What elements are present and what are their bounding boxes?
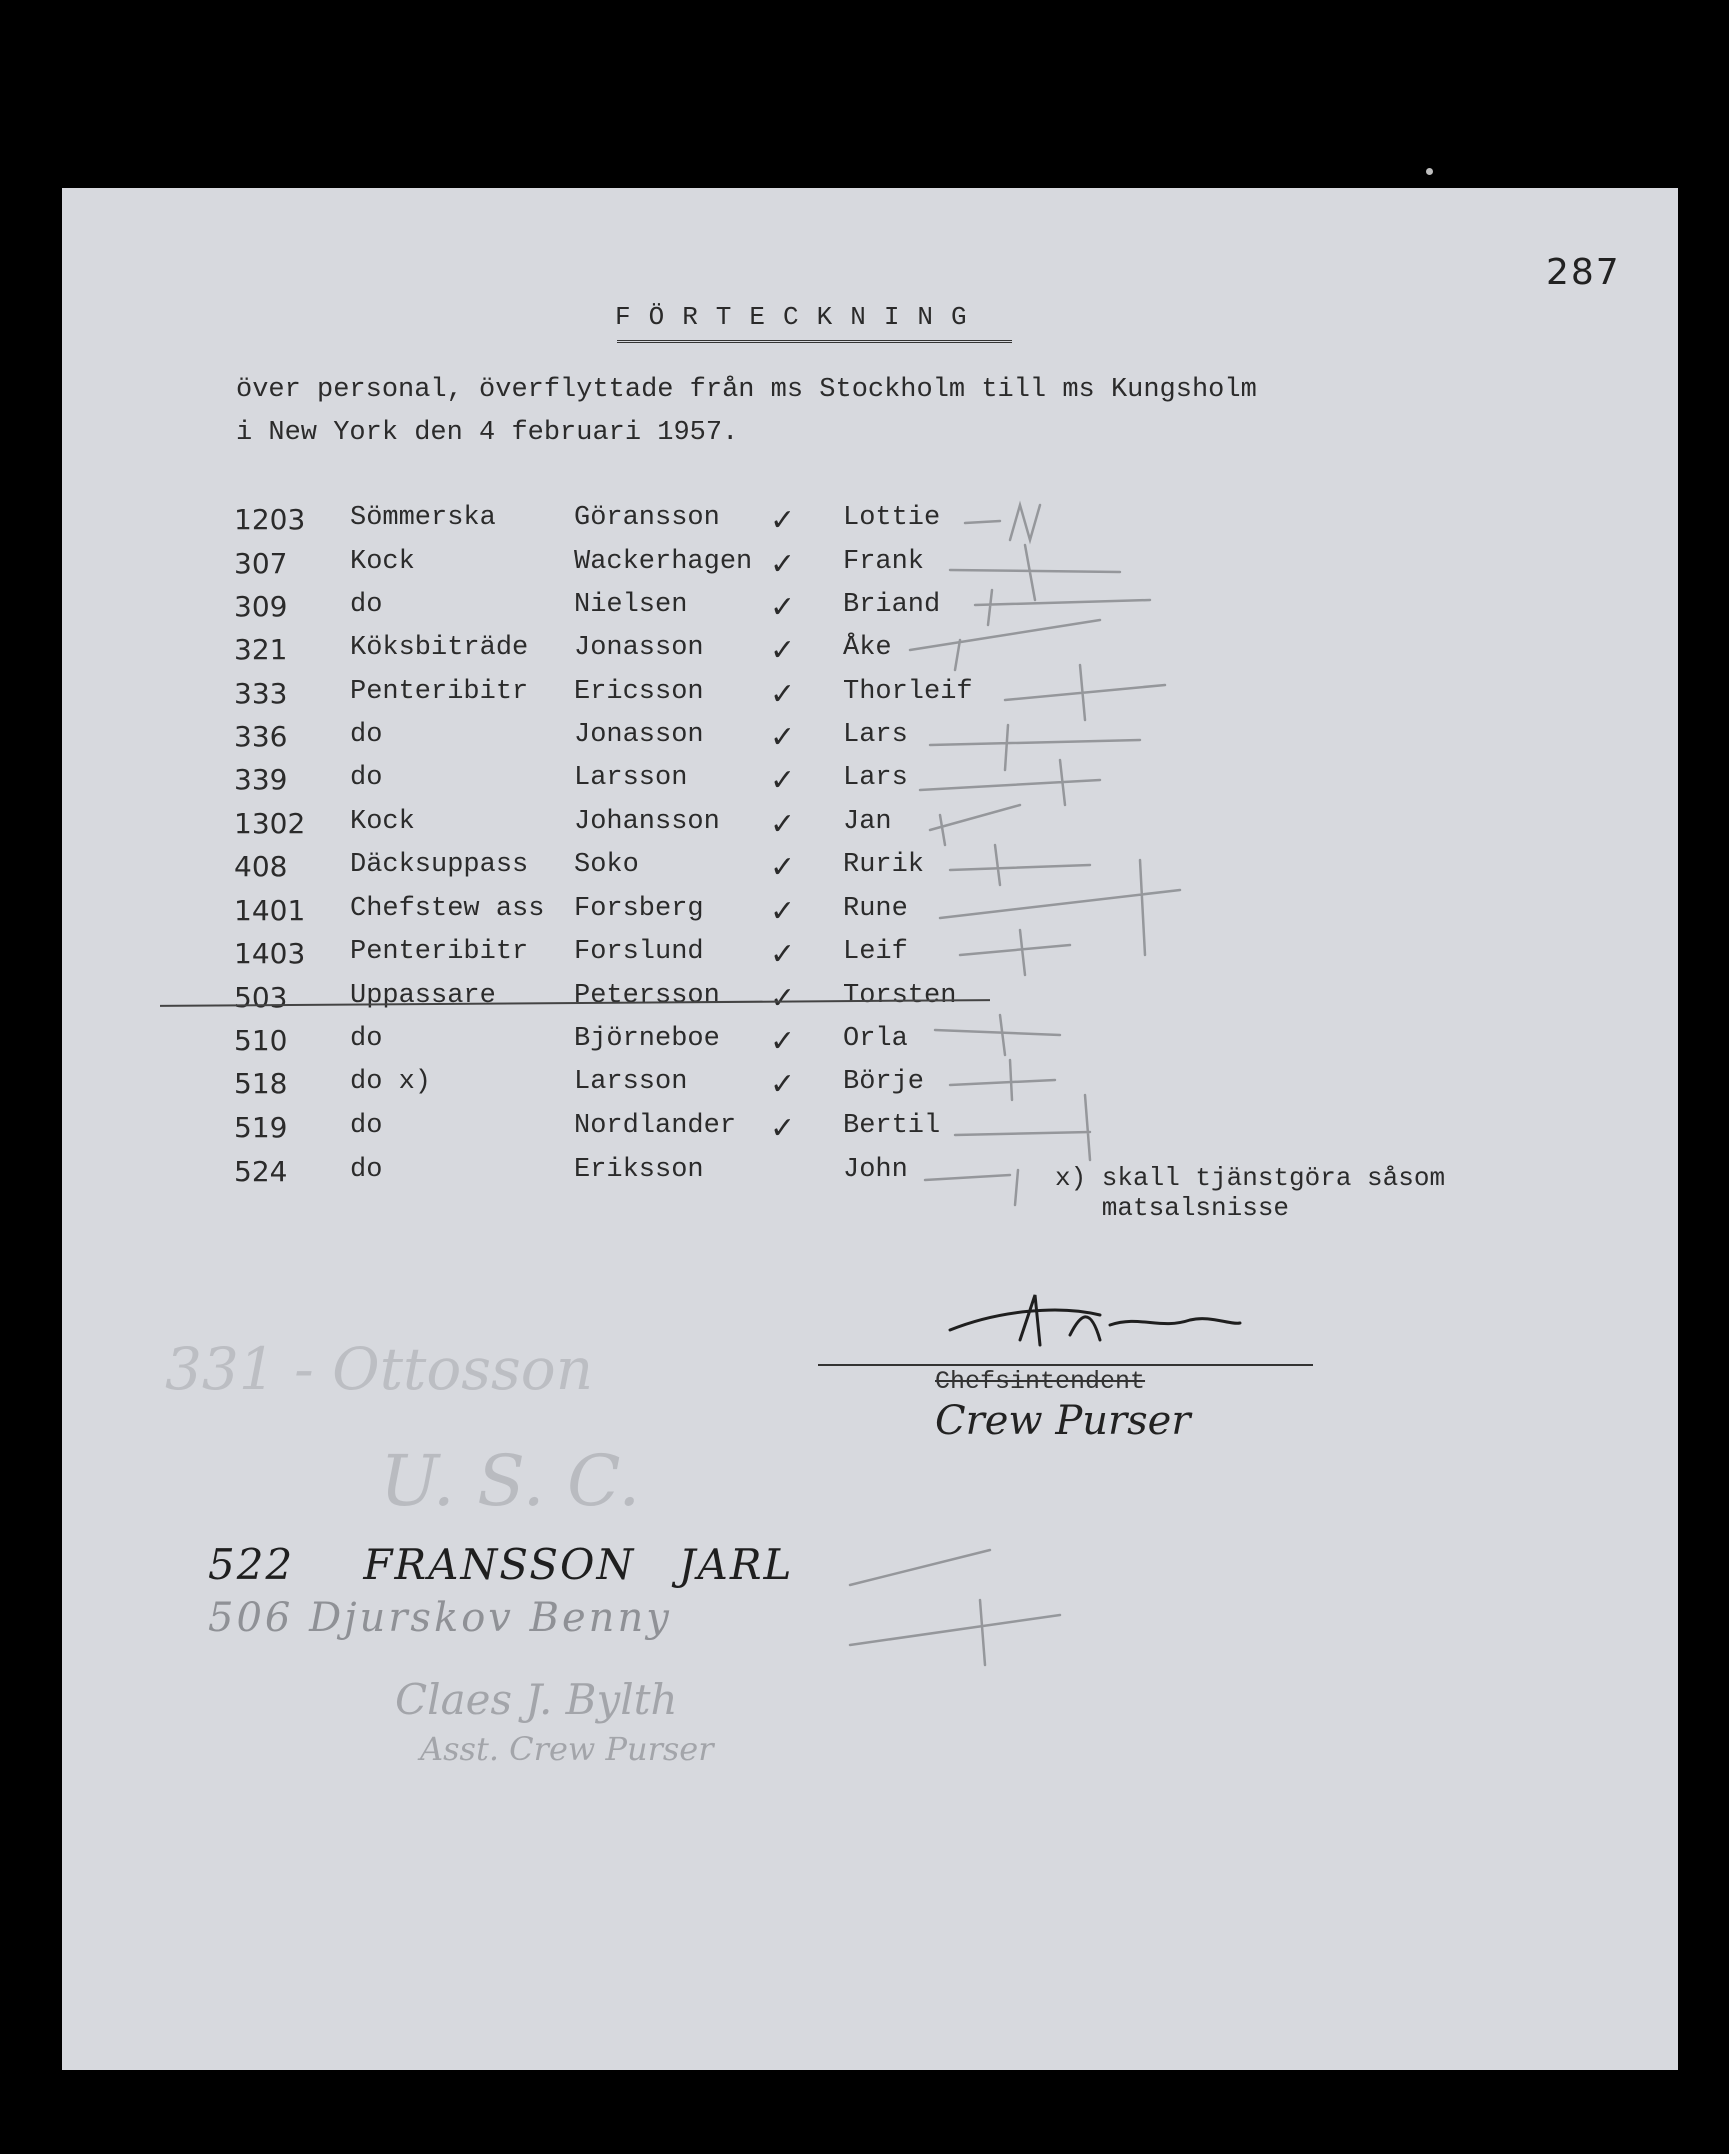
check-mark: ✓ [770,1111,796,1146]
handwritten-signer-title: Asst. Crew Purser [420,1730,714,1768]
row-firstname: Börje [843,1067,925,1097]
entry-522-number: 522 [208,1540,295,1589]
row-role: Penteribitr [350,677,529,707]
row-number: 503 [234,981,288,1014]
row-number: 1302 [234,807,306,840]
row-number: 1401 [234,894,306,927]
row-firstname: Frank [843,547,925,577]
row-surname: Nordlander [574,1111,737,1141]
row-firstname: Rurik [843,850,925,880]
handwritten-ottosson: 331 - Ottosson [165,1335,594,1403]
entry-522-firstname: JARL [678,1540,794,1589]
row-role: do [350,590,383,620]
row-surname: Forsberg [574,894,704,924]
signature-title: Chefsintendent [935,1367,1146,1396]
row-number: 339 [234,763,288,796]
row-role: Penteribitr [350,937,529,967]
dust-speck [1426,168,1433,175]
row-firstname: Thorleif [843,677,973,707]
row-role: Sömmerska [350,503,496,533]
document-title: FÖRTECKNING [615,302,985,332]
row-role: do [350,1111,383,1141]
entry-522-surname: FRANSSON [363,1540,636,1589]
row-surname: Wackerhagen [574,547,753,577]
entry-506-number: 506 [208,1595,294,1641]
check-mark: ✓ [770,1067,796,1102]
row-number: 408 [234,850,288,883]
row-role: Kock [350,547,415,577]
crew-purser-handwriting: Crew Purser [935,1398,1191,1444]
row-firstname: Jan [843,807,892,837]
row-surname: Larsson [574,1067,688,1097]
row-surname: Nielsen [574,590,688,620]
row-number: 519 [234,1111,288,1144]
row-firstname: Åke [843,633,892,663]
row-role: Chefstew ass [350,894,545,924]
check-mark: ✓ [770,894,796,929]
row-firstname: Rune [843,894,908,924]
footnote: x) skall tjänstgöra såsom matsalsnisse [1055,1163,1446,1223]
check-mark: ✓ [770,1024,796,1059]
row-surname: Jonasson [574,633,704,663]
row-number: 510 [234,1024,288,1057]
row-surname: Ericsson [574,677,704,707]
row-firstname: Orla [843,1024,908,1054]
check-mark: ✓ [770,937,796,972]
row-surname: Larsson [574,763,688,793]
check-mark: ✓ [770,503,796,538]
check-mark: ✓ [770,720,796,755]
row-firstname: Lars [843,763,908,793]
row-firstname: John [843,1155,908,1185]
row-firstname: Briand [843,590,941,620]
row-surname: Petersson [574,981,720,1011]
row-firstname: Bertil [843,1111,941,1141]
handwritten-usc: U. S. C. [380,1440,641,1522]
row-surname: Soko [574,850,639,880]
row-number: 518 [234,1067,288,1100]
handwritten-signer: Claes J. Bylth [395,1675,678,1724]
row-role: Uppassare [350,981,496,1011]
row-number: 321 [234,633,288,666]
row-role: do [350,763,383,793]
row-role: Kock [350,807,415,837]
check-mark: ✓ [770,807,796,842]
row-surname: Forslund [574,937,704,967]
row-role: Köksbiträde [350,633,529,663]
subtitle-line-1: över personal, överflyttade från ms Stockholm till ms Kungsholm [236,375,1257,405]
row-number: 524 [234,1155,288,1188]
entry-506-surname: Djurskov [309,1595,514,1641]
row-role: do [350,1155,383,1185]
check-mark: ✓ [770,547,796,582]
entry-506-firstname: Benny [529,1595,672,1641]
row-surname: Johansson [574,807,720,837]
subtitle-line-2: i New York den 4 februari 1957. [236,418,739,448]
handwritten-entry-506 [208,1595,672,1641]
check-mark: ✓ [770,763,796,798]
row-firstname: Torsten [843,981,957,1011]
row-role: Däcksuppass [350,850,529,880]
row-number: 333 [234,677,288,710]
row-number: 309 [234,590,288,623]
row-surname: Eriksson [574,1155,704,1185]
check-mark: ✓ [770,633,796,668]
handwritten-entry-522 [208,1540,793,1589]
row-surname: Göransson [574,503,720,533]
page-number: 287 [1546,252,1621,293]
row-number: 336 [234,720,288,753]
check-mark: ✓ [770,590,796,625]
row-firstname: Lottie [843,503,941,533]
check-mark: ✓ [770,850,796,885]
row-number: 307 [234,547,288,580]
row-number: 1403 [234,937,306,970]
row-surname: Björneboe [574,1024,720,1054]
row-role: do [350,720,383,750]
check-mark: ✓ [770,981,796,1016]
row-role: do [350,1024,383,1054]
row-role: do x) [350,1067,432,1097]
row-surname: Jonasson [574,720,704,750]
row-number: 1203 [234,503,306,536]
row-firstname: Leif [843,937,908,967]
signature-scribble [940,1285,1260,1365]
row-firstname: Lars [843,720,908,750]
check-mark: ✓ [770,677,796,712]
